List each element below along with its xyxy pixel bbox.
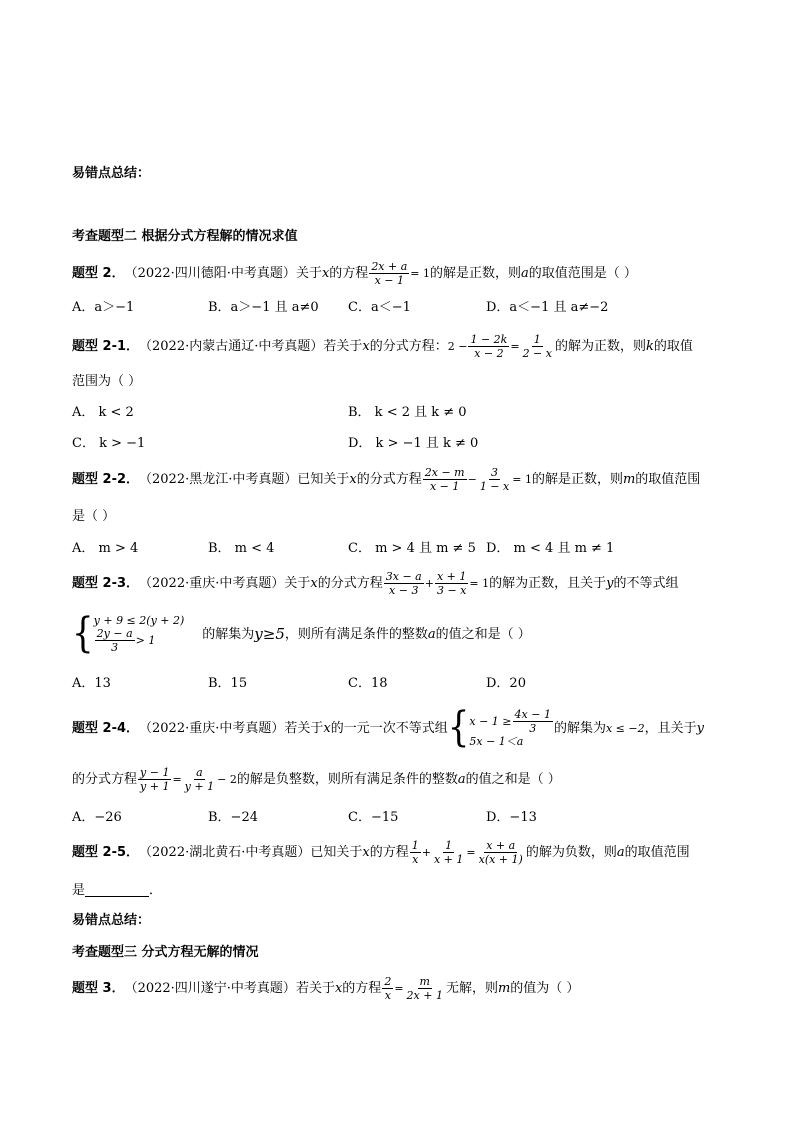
fraction: $\frac{1}{2 - x}$ bbox=[522, 332, 552, 360]
question-text: 的解是正数，则 bbox=[531, 471, 623, 487]
fraction: $\frac{m}{2x + 1}$ bbox=[406, 974, 443, 1002]
question-source: （2022·黑龙江·中考真题） bbox=[139, 471, 298, 487]
option-c: C．18 bbox=[348, 676, 388, 691]
question-source: （2022·内蒙古通辽·中考真题） bbox=[139, 338, 324, 354]
question-label: 题型 2-1． bbox=[72, 338, 140, 354]
variable: x bbox=[362, 844, 370, 860]
question-2-4-line2: 的分式方程 $\frac{y - 1}{y + 1}$ = $\frac{a}{y + 1}$ − 2 的解是负整数，则所有满足条件的整数 a 的值之和是（ ） bbox=[72, 765, 561, 793]
question-source: （2022·重庆·中考真题） bbox=[139, 720, 285, 736]
option-a: A．13 bbox=[72, 676, 111, 691]
question-text: 的分式方程 bbox=[72, 771, 138, 787]
condition: y≥5 bbox=[254, 624, 285, 643]
variable: x bbox=[334, 980, 343, 996]
fraction: $\frac{y - 1}{y + 1}$ bbox=[140, 765, 170, 793]
brace: { bbox=[72, 610, 94, 658]
question-text: 的解集为 bbox=[553, 720, 606, 736]
variable: x bbox=[323, 720, 331, 736]
fraction: $\frac{1}{x}$ bbox=[411, 838, 419, 866]
variable: a bbox=[521, 265, 529, 281]
question-2-5: 题型 2-5． （2022·湖北黄石·中考真题） 已知关于 x 的方程 $\frac{1}{x}$ + $\frac{1}{x + 1}$ = $\frac{x + a}{x(x + 1)}$ 的解为负数，则 a 的取值范围 bbox=[72, 838, 690, 866]
question-2 bbox=[72, 260, 637, 286]
inequality: y + 9 ≤ 2(y + 2) bbox=[93, 614, 185, 627]
question-text: 的方程 bbox=[342, 980, 382, 996]
inequality-system bbox=[94, 615, 185, 653]
inequality: 5x − 1＜a bbox=[469, 735, 524, 748]
variable: x bbox=[321, 265, 330, 281]
brace: { bbox=[447, 704, 470, 752]
option-d: D． m < 4 且 m ≠ 1 bbox=[486, 541, 615, 556]
option-c: C． m > 4 且 m ≠ 5 bbox=[348, 541, 476, 556]
question-text: 的取值范围 bbox=[624, 844, 690, 860]
option-b: B．−24 bbox=[208, 810, 258, 825]
question-continuation: 是（ ） bbox=[72, 509, 116, 524]
option-a: A． k < 2 bbox=[72, 405, 134, 420]
equation-rhs: = 1 bbox=[512, 472, 532, 486]
question-text: 已知关于 bbox=[297, 471, 350, 487]
variable: x bbox=[362, 338, 370, 354]
inequality: x − 1 ≥ $\frac{4x - 1}{3}$ bbox=[469, 708, 551, 735]
option-c: C．a＜−1 bbox=[348, 300, 411, 315]
question-text: 的值之和是（ ） bbox=[435, 626, 531, 642]
option-a: A．−26 bbox=[72, 810, 122, 825]
question-label: 题型 3． bbox=[72, 980, 125, 996]
mistake-summary-heading: 易错点总结： bbox=[72, 913, 151, 928]
fraction: $\frac{x + 1}{3 - x}$ bbox=[436, 569, 467, 597]
option-a: A．a＞−1 bbox=[72, 300, 135, 315]
option-d: D．a＜−1 且 a≠−2 bbox=[486, 300, 609, 315]
fraction: $\frac{3x - a}{x - 3}$ bbox=[385, 569, 422, 597]
question-text: 关于 bbox=[295, 265, 322, 281]
question-text: 的一元一次不等式组 bbox=[330, 720, 448, 736]
question-text: 若关于 bbox=[284, 720, 324, 736]
variable: x bbox=[349, 471, 357, 487]
section-title-type3: 考查题型三 分式方程无解的情况 bbox=[72, 945, 259, 960]
question-text: 已知关于 bbox=[310, 844, 363, 860]
question-text: 的分式方程： bbox=[369, 338, 448, 354]
question-text: 的取值范围 bbox=[635, 471, 701, 487]
question-text: 的分式方程 bbox=[356, 471, 422, 487]
variable: m bbox=[497, 980, 511, 996]
question-text: 的解为负数，则 bbox=[525, 844, 617, 860]
question-text: ． bbox=[149, 883, 163, 898]
variable: a bbox=[427, 626, 436, 642]
question-text: 的方程 bbox=[329, 265, 369, 281]
question-text: 无解，则 bbox=[445, 980, 498, 996]
option-b: B． k < 2 且 k ≠ 0 bbox=[348, 405, 467, 420]
option-b: B． m < 4 bbox=[208, 541, 275, 556]
option-d: D．20 bbox=[486, 676, 526, 691]
question-text: 的方程 bbox=[369, 844, 409, 860]
question-2-2: 题型 2-2． （2022·黑龙江·中考真题） 已知关于 x 的分式方程 $\frac{2x - m}{x - 1}$ − $\frac{3}{1 - x}$ = 1 的解是正数，则 m 的取值范围 bbox=[72, 465, 701, 493]
variable: a bbox=[616, 844, 625, 860]
fraction: $\frac{x + a}{x(x + 1)}$ bbox=[478, 838, 523, 866]
question-text: 若关于 bbox=[295, 980, 335, 996]
option-a: A． m > 4 bbox=[72, 541, 139, 556]
fraction: $\frac{2}{x}$ bbox=[384, 974, 392, 1002]
question-text: 的解是负整数，则所有满足条件的整数 bbox=[236, 771, 458, 787]
question-text: 的分式方程 bbox=[317, 575, 383, 591]
variable: y bbox=[696, 720, 704, 736]
equation-rhs: = 1 bbox=[469, 576, 490, 590]
question-text: 的不等式组 bbox=[613, 575, 679, 591]
question-text: 的解集为 bbox=[202, 626, 255, 642]
fraction: $\frac{3}{1 - x}$ bbox=[479, 465, 510, 493]
option-c: C．−15 bbox=[348, 810, 399, 825]
section-title-type2: 考查题型二 根据分式方程解的情况求值 bbox=[72, 229, 298, 244]
question-text: 的解为正数，则 bbox=[554, 338, 646, 354]
question-2-5-line2 bbox=[72, 884, 162, 897]
mistake-summary-heading: 易错点总结： bbox=[72, 166, 151, 181]
variable: m bbox=[622, 471, 636, 487]
inequality-system bbox=[469, 709, 554, 747]
equation-lhs: 2 − bbox=[447, 339, 468, 353]
condition: x ≤ −2 bbox=[605, 721, 645, 735]
question-label: 题型 2-2． bbox=[72, 471, 140, 487]
question-text: ，则所有满足条件的整数 bbox=[284, 626, 428, 642]
option-b: B．15 bbox=[208, 676, 248, 691]
option-d: D．−13 bbox=[486, 810, 537, 825]
question-text: 的值之和是（ ） bbox=[465, 771, 561, 787]
question-2-3: 题型 2-3． （2022·重庆·中考真题） 关于 x 的分式方程 $\frac{3x - a}{x - 3}$ + $\frac{x + 1}{3 - x}$ = 1 的解为正数，且关于 y 的不等式组 bbox=[72, 569, 679, 597]
answer-blank[interactable] bbox=[85, 884, 149, 897]
question-continuation: 范围为（ ） bbox=[72, 374, 142, 389]
question-label: 题型 2-3． bbox=[72, 575, 140, 591]
question-text: ，且关于 bbox=[644, 720, 697, 736]
fraction: $\frac{1 - 2k}{x - 2}$ bbox=[470, 332, 508, 360]
question-2-1: 题型 2-1． （2022·内蒙古通辽·中考真题） 若关于 x 的分式方程： 2 − $\frac{1 - 2k}{x - 2}$ = $\frac{1}{2 - x}$ 的解为正数，则 k 的取值 bbox=[72, 332, 693, 360]
question-label: 题型 2-5． bbox=[72, 844, 140, 860]
question-source: （2022·四川遂宁·中考真题） bbox=[124, 980, 296, 996]
option-d: D． k > −1 且 k ≠ 0 bbox=[348, 436, 479, 451]
question-2-3-line2 bbox=[72, 606, 531, 662]
inequality: $\frac{2y - a}{3}$ > 1 bbox=[96, 627, 156, 654]
question-label: 题型 2． bbox=[72, 265, 125, 281]
question-2-4 bbox=[72, 700, 704, 756]
variable: x bbox=[310, 575, 318, 591]
fraction: $\frac{2x - m}{x - 1}$ bbox=[424, 465, 465, 493]
variable: a bbox=[457, 771, 466, 787]
question-source: （2022·湖北黄石·中考真题） bbox=[139, 844, 311, 860]
question-text: 的取值范围是（ ） bbox=[528, 265, 637, 281]
fraction: $\frac{2x + a}{x - 1}$ bbox=[371, 259, 408, 287]
equation-rhs: = 1 bbox=[410, 266, 431, 280]
question-text: 的取值 bbox=[653, 338, 693, 354]
question-text: 是 bbox=[72, 883, 86, 898]
question-text: 的解为正数，且关于 bbox=[489, 575, 607, 591]
option-c: C． k > −1 bbox=[72, 436, 146, 451]
question-source: （2022·四川德阳·中考真题） bbox=[124, 265, 296, 281]
fraction: $\frac{1}{x + 1}$ bbox=[433, 838, 464, 866]
fraction: $\frac{a}{y + 1}$ bbox=[184, 765, 215, 793]
option-b: B．a＞−1 且 a≠0 bbox=[208, 300, 319, 315]
question-text: 的值为（ ） bbox=[510, 980, 580, 996]
equation-tail: − 2 bbox=[217, 772, 237, 786]
question-label: 题型 2-4． bbox=[72, 720, 140, 736]
question-text: 关于 bbox=[284, 575, 311, 591]
variable: y bbox=[606, 575, 614, 591]
variable: k bbox=[646, 338, 654, 354]
question-text: 的解是正数，则 bbox=[430, 265, 522, 281]
question-3: 题型 3． （2022·四川遂宁·中考真题） 若关于 x 的方程 $\frac{2}{x}$ = $\frac{m}{2x + 1}$ 无解，则 m 的值为（ ） bbox=[72, 974, 580, 1002]
question-source: （2022·重庆·中考真题） bbox=[139, 575, 285, 591]
question-text: 若关于 bbox=[323, 338, 363, 354]
